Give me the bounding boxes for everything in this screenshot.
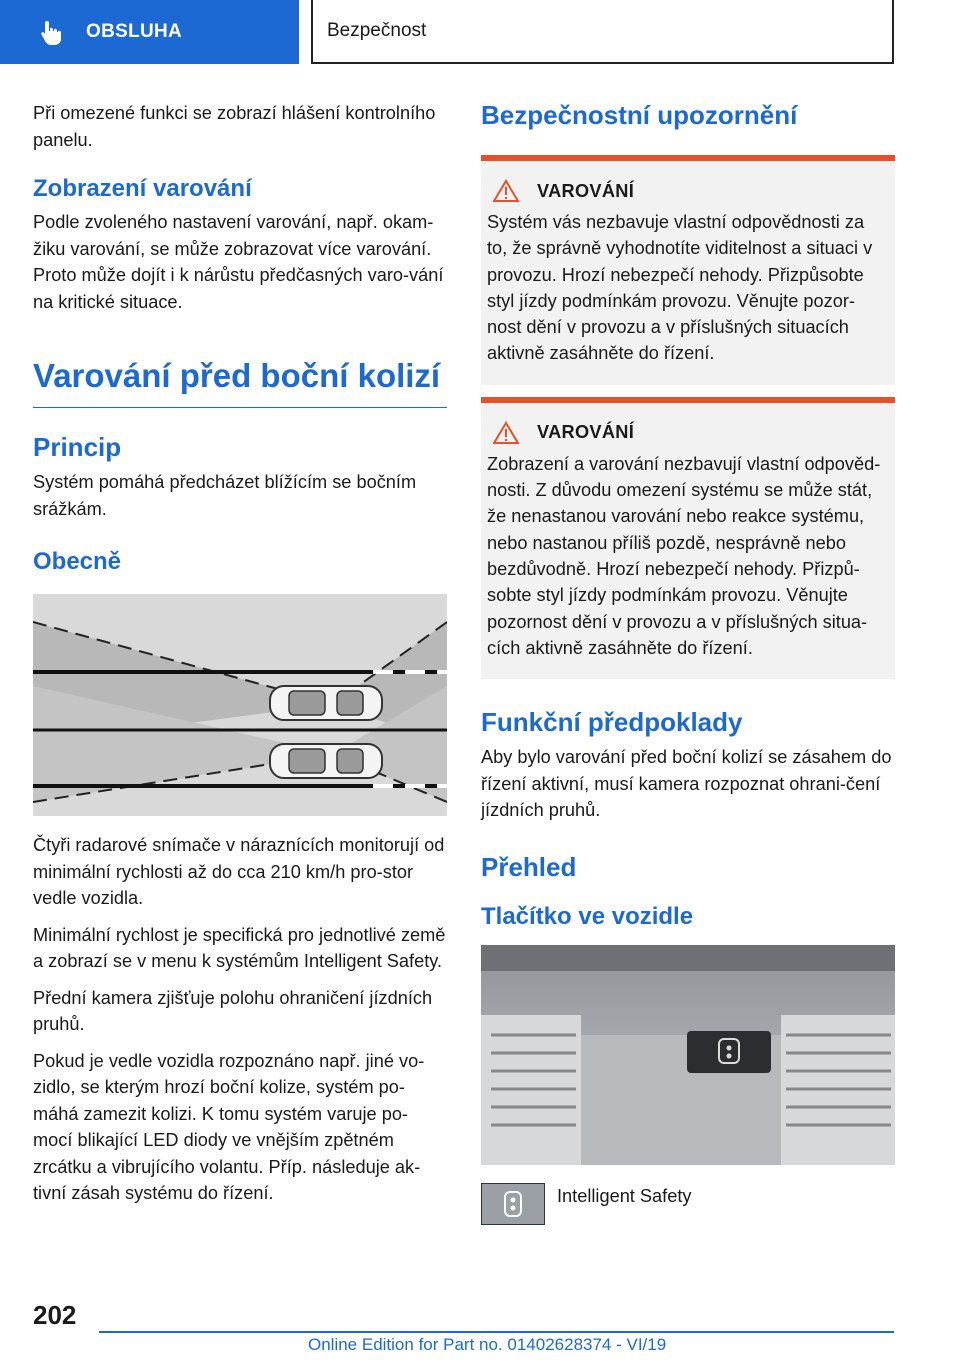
warning-label: VAROVÁNÍ [537, 180, 635, 201]
page-number: 202 [33, 1300, 77, 1330]
warning-box [481, 155, 895, 385]
heading-princip: Princip [33, 432, 122, 462]
heading-funkcni-predpoklady: Funkční předpoklady [481, 707, 743, 738]
warning-text: Zobrazení a varování nezbavují vlastní odpověd‐nosti. Z důvodu omezení systému se může stát, že nenastanou varování nebo reakce systému, nebo nastanou příliš pozdě, nesprávně nebo bezdůvodně. Hrozí nebezpečí nehody. Přizpů‐sobte styl jízdy podmínkám provozu. Věnujte pozornost dění v provozu a v příslušných situa‐cích aktivně zasáhněte do řízení. [487, 453, 881, 658]
section-tab-label: OBSLUHA [86, 21, 183, 42]
paragraph-min-speed: Minimální rychlost je specifická pro jednotlivé země a zobrazí se v menu k systémům Intelligent Safety. [33, 924, 446, 971]
vehicle-button-photo [481, 945, 895, 1165]
intro-paragraph: Při omezené funkci se zobrazí hlášení kontrolního panelu. [33, 103, 436, 150]
warning-label: VAROVÁNÍ [537, 422, 635, 443]
chapter-title: Bezpečnost [327, 20, 427, 41]
radar-coverage-illustration [33, 594, 447, 816]
footer-divider [99, 1331, 894, 1333]
paragraph-princip: Systém pomáhá předcházet blížícím se bočním srážkám. [33, 472, 417, 519]
heading-zobrazeni-varovani: Zobrazení varování [33, 175, 252, 202]
heading-obecne: Obecně [33, 548, 122, 575]
warning-box [481, 397, 895, 679]
paragraph-funkcni: Aby bylo varování před boční kolizí se zásahem do řízení aktivní, musí kamera rozpoznat ohrani‐čení jízdních pruhů. [481, 747, 892, 821]
paragraph-collision: Pokud je vedle vozidla rozpoznáno např. jiné vo‐zidlo, se kterým hrozí boční kolize, systém po‐máhá zamezit kolizi. K tomu systém varuje po‐mocí blikající LED diody ve vnějším zpětném zrcátku a vibrujícího volantu. Příp. následuje ak‐tivní zásah systému do řízení. [33, 1050, 425, 1203]
warning-triangle-icon [493, 421, 519, 445]
paragraph-zobrazeni: Podle zvoleného nastavení varování, např. okam‐žiku varování, se může zobrazovat více varování. Proto může dojít i k nárůstu předčasných varo‐vání na kritické situace. [33, 212, 444, 312]
right-column [481, 100, 895, 1225]
warning-triangle-icon [493, 179, 519, 203]
section-tab [0, 0, 299, 64]
chapter-header [311, 0, 894, 64]
heading-tlacitko-ve-vozidle: Tlačítko ve vozidle [481, 902, 694, 930]
paragraph-radar: Čtyři radarové snímače v náraznících monitorují od minimální rychlosti až do cca 210 km/h pro‐stor vedle vozidla. [33, 835, 445, 908]
intelligent-safety-button-icon [481, 1183, 545, 1225]
hand-pointer-icon [38, 18, 66, 46]
left-column [33, 100, 447, 1217]
edition-footer: Online Edition for Part no. 01402628374 - VI/19 [308, 1335, 667, 1354]
heading-prehled: Přehled [481, 851, 577, 882]
heading-bezpecnostni-upozorneni: Bezpečnostní upozornění [481, 100, 798, 130]
intelligent-safety-label: Intelligent Safety [557, 1185, 692, 1206]
intelligent-safety-button-row [481, 1183, 895, 1225]
warning-text: Systém vás nezbavuje vlastní odpovědnosti za to, že správně vyhodnotíte viditelnost a situaci v provozu. Hrozí nebezpečí nehody. Přizpůsobte styl jízdy podmínkám provozu. Věnujte pozor‐nost dění v provozu a v příslušných situacích aktivně zasáhněte do řízení. [487, 212, 873, 364]
main-heading: Varování před boční kolizí [33, 357, 447, 408]
paragraph-camera: Přední kamera zjišťuje polohu ohraničení jízdních pruhů. [33, 987, 433, 1034]
